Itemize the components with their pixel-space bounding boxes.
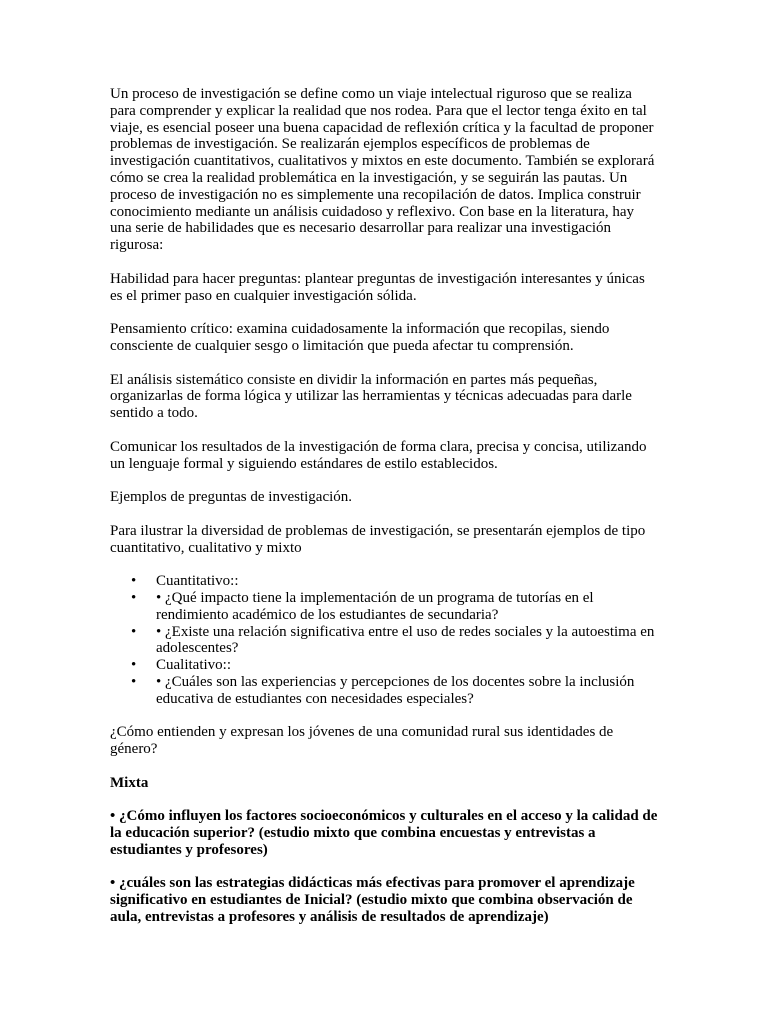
list-item: • Cualitativo::	[156, 657, 658, 674]
mixed-heading: Mixta	[110, 774, 149, 791]
list-item: • • ¿Cuáles son las experiencias y percepciones de los docentes sobre la inclusión educativa de estudiantes con necesidades especiales?	[156, 674, 658, 708]
qualitative-question-paragraph: ¿Cómo entienden y expresan los jóvenes de una comunidad rural sus identidades de género?	[110, 724, 614, 758]
intro-paragraph: Un proceso de investigación se define como un viaje intelectual riguroso que se realiza para comprender y explicar la realidad que nos rodea. Para que el lector tenga éxito en tal viaje, es esencial poseer una buena capacidad de reflexión crítica y la facultad de proponer problemas de investigación. Se realizarán ejemplos específicos de problemas de investigación cuantitativos, cualitativos y mixtos en este documento. También se explorará cómo se crea la realidad problemática en la investigación, y se seguirán las pautas. Un proceso de investigación no es simplemente una recopilación de datos. Implica construir conocimiento mediante un análisis cuidadoso y reflexivo. Con base en la literatura, hay una serie de habilidades que es necesario desarrollar para realizar una investigación rigurosa:	[110, 86, 655, 254]
skill-communication-paragraph: Comunicar los resultados de la investigación de forma clara, precisa y concisa, utilizando un lenguaje formal y siguiendo estándares de estilo establecidos.	[110, 438, 647, 472]
skill-critical-paragraph: Pensamiento crítico: examina cuidadosamente la información que recopilas, siendo consciente de cualquier sesgo o limitación que pueda afectar tu comprensión.	[110, 321, 610, 354]
examples-heading: Ejemplos de preguntas de investigación.	[110, 489, 353, 506]
skill-analysis-paragraph: El análisis sistemático consiste en dividir la información en partes más pequeñas, organizarlas de forma lógica y utilizar las herramientas y técnicas adecuadas para darle sentido a todo.	[110, 371, 632, 422]
examples-intro-paragraph: Para ilustrar la diversidad de problemas de investigación, se presentarán ejemplos de tipo cuantitativo, cualitativo y mixto	[110, 522, 646, 556]
mixed-question-2: • ¿cuáles son las estrategias didácticas más efectivas para promover el aprendizaje significativo en estudiantes de Inicial? (estudio mixto que combina observación de aula, entrevistas a profesores y análisis de resultados de aprendizaje)	[110, 875, 635, 926]
list-item: • Cuantitativo::	[156, 573, 658, 590]
list-item: • • ¿Qué impacto tiene la implementación de un programa de tutorías en el rendimiento académico de los estudiantes de secundaria?	[156, 590, 658, 624]
list-item: • • ¿Existe una relación significativa entre el uso de redes sociales y la autoestima en adolescentes?	[156, 624, 658, 658]
mixed-question-1: • ¿Cómo influyen los factores socioeconómicos y culturales en el acceso y la calidad de la educación superior? (estudio mixto que combina encuestas y entrevistas a estudiantes y profesores)	[110, 808, 658, 858]
examples-list	[110, 573, 658, 707]
skill-questions-paragraph: Habilidad para hacer preguntas: plantear preguntas de investigación interesantes y únicas es el primer paso en cualquier investigación sólida.	[110, 270, 645, 304]
document-page	[110, 86, 658, 943]
